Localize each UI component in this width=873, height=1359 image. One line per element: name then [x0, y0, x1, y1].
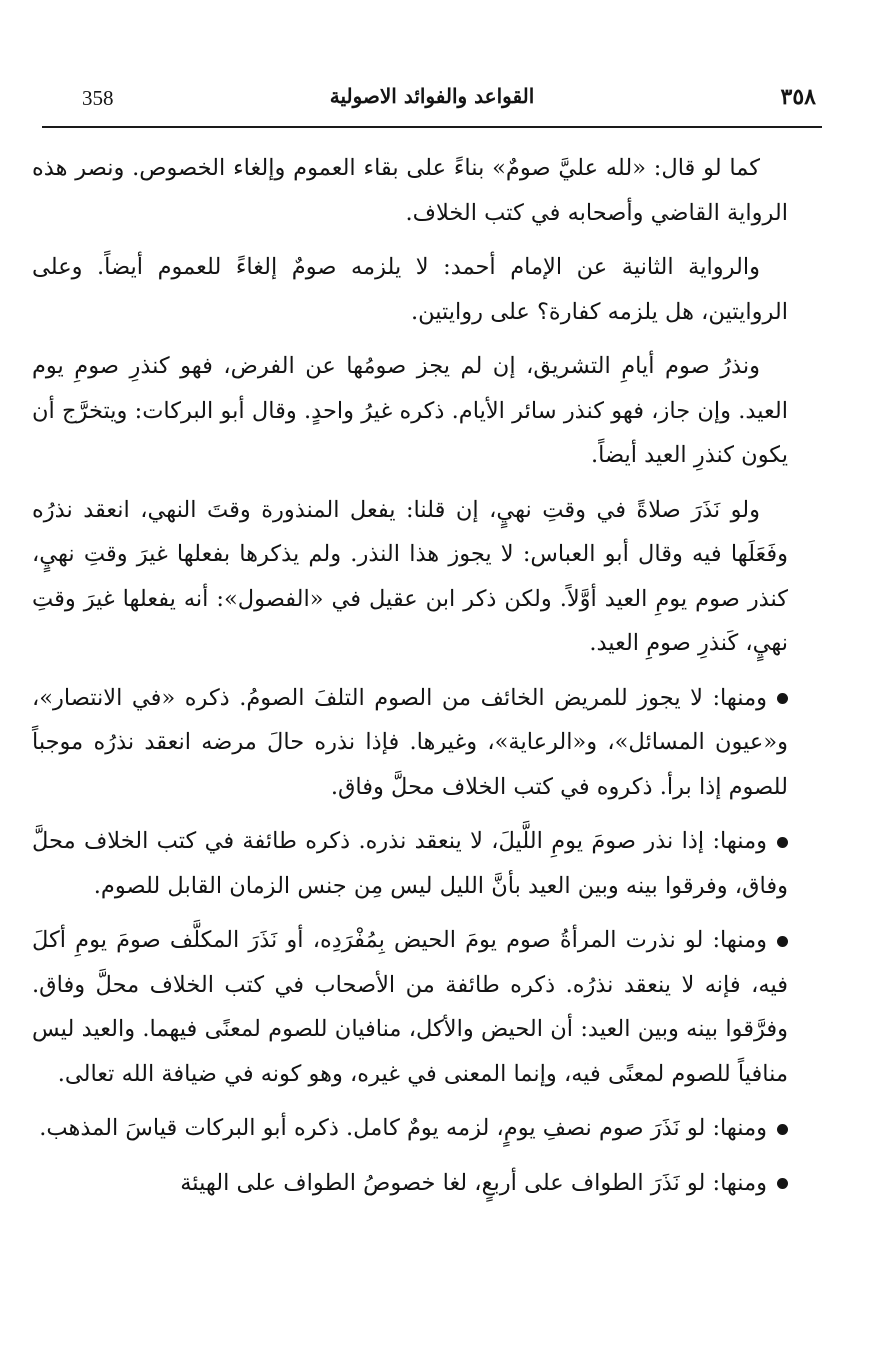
- bullet-paragraph: [32, 918, 788, 1096]
- bullet-paragraph: [32, 676, 788, 810]
- page-number-latin: 358: [82, 86, 114, 110]
- paragraph-text: كما لو قال: «لله عليَّ صومٌ» بناءً على بقاء العموم وإلغاء الخصوص. ونصر هذه الرواية القاضي وأصحابه في كتب الخلاف.: [32, 155, 788, 226]
- paragraph: [32, 344, 788, 478]
- bullet-icon: [777, 837, 788, 848]
- page-header: [42, 84, 822, 124]
- paragraph: [32, 245, 788, 334]
- paragraph-text: ونذرُ صوم أيامِ التشريق، إن لم يجز صومُها عن الفرض، فهو كنذرِ صومِ يوم العيد. وإن جاز، فهو كنذر سائر الأيام. ذكره غيرُ واحدٍ. وقال أبو البركات: ويتخرَّج أن يكون كنذرِ العيد أيضاً.: [32, 353, 788, 468]
- paragraph: [32, 146, 788, 235]
- bullet-paragraph: [32, 1106, 788, 1151]
- paragraph-text: ومنها: لا يجوز للمريض الخائف من الصوم التلفَ الصومُ. ذكره «في الانتصار»، و«عيون المسائل»، و«الرعاية»، وغيرها. فإذا نذره حالَ مرضه انعقد نذرُه موجباً للصوم إذا برأ. ذكروه في كتب الخلاف محلَّ وفاق.: [32, 684, 788, 800]
- running-title: القواعد والفوائد الاصولية: [329, 84, 535, 108]
- bullet-paragraph: [32, 1161, 788, 1206]
- body-text: [32, 146, 788, 1215]
- paragraph: [32, 488, 788, 666]
- header-rule: [42, 126, 822, 128]
- paragraph-text: ومنها: لو نَذَرَ صوم نصفِ يومٍ، لزمه يومٌ كامل. ذكره أبو البركات قياسَ المذهب.: [39, 1115, 767, 1141]
- paragraph-text: ومنها: لو نذرت المرأةُ صوم يومَ الحيض بِمُفْرَدِه، أو نَذَرَ المكلَّف صومَ يومِ أكلَ فيه، فإنه لا ينعقد نذرُه. ذكره طائفة من الأصحاب في كتب الخلاف محلَّ وفاق. وفرَّقوا بينه وبين العيد: أن الحيض والأكل، منافيان للصوم لمعنًى فيهما. والعيد ليس منافياً للصوم لمعنًى فيه، وإنما المعنى في غيره، وهو كونه في ضيافة الله تعالى.: [32, 927, 788, 1087]
- bullet-icon: [777, 693, 788, 704]
- paragraph-text: ومنها: إذا نذر صومَ يومِ اللَّيلَ، لا ينعقد نذره. ذكره طائفة في كتب الخلاف محلَّ وفاق، وفرقوا بينه وبين العيد بأنَّ الليل ليس مِن جنس الزمان القابل للصوم.: [32, 828, 788, 899]
- bullet-icon: [777, 936, 788, 947]
- bullet-paragraph: [32, 819, 788, 908]
- paragraph-text: ومنها: لو نَذَرَ الطواف على أربعٍ، لغا خصوصُ الطواف على الهيئة: [180, 1169, 767, 1196]
- page-number-arabic: ٣٥٨: [780, 84, 816, 110]
- bullet-icon: [777, 1178, 788, 1189]
- paragraph-text: والرواية الثانية عن الإمام أحمد: لا يلزمه صومٌ إلغاءً للعموم أيضاً. وعلى الروايتين، هل يلزمه كفارة؟ على روايتين.: [32, 254, 788, 325]
- paragraph-text: ولو نَذَرَ صلاةً في وقتِ نهيٍ، إن قلنا: يفعل المنذورة وقتَ النهي، انعقد نذرُه وفَعَلَها فيه وقال أبو العباس: لا يجوز هذا النذر. ولم يذكرها بفعلها غيرَ وقتِ نهيٍ، كنذر صوم يومِ العيد أوَّلاً. ولكن ذكر ابن عقيل في «الفصول»: أنه يفعلها غيرَ وقتِ نهيٍ، كَنذرِ صومِ العيد.: [32, 496, 788, 656]
- bullet-icon: [777, 1124, 788, 1135]
